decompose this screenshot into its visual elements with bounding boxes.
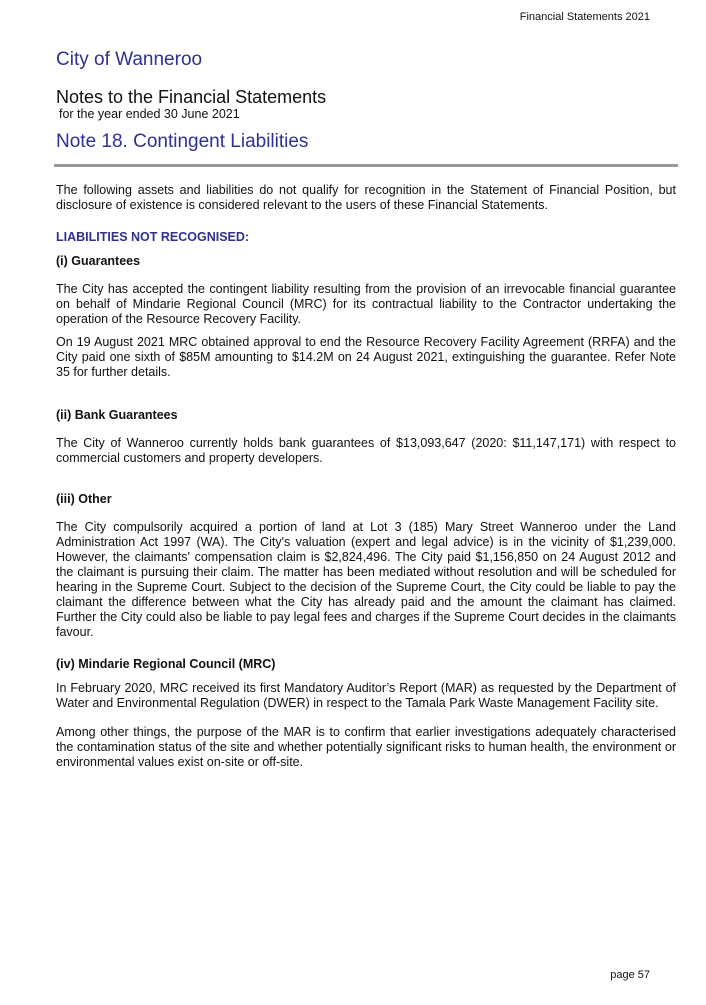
note-title: Note 18. Contingent Liabilities [56,131,309,152]
running-header: Financial Statements 2021 [519,11,650,23]
guarantees-paragraph-2: On 19 August 2021 MRC obtained approval to end the Resource Recovery Facility Agreement (RRFA) and the City paid one sixth of $85M amounting to $14.2M on 24 August 2021, extinguishing the guarantee. Refer Note 35 for further details. [56,335,676,379]
organisation-name: City of Wanneroo [56,49,203,70]
intro-paragraph: The following assets and liabilities do not qualify for recognition in the Statement of Financial Position, but disclosure of existence is considered relevant to the users of these Financial Statements. [56,183,676,212]
bank-guarantees-heading: (ii) Bank Guarantees [56,408,178,422]
document-title: Notes to the Financial Statements [56,87,327,107]
page-number: page 57 [610,969,650,981]
mrc-heading: (iv) Mindarie Regional Council (MRC) [56,657,276,671]
bank-guarantees-paragraph: The City of Wanneroo currently holds bank guarantees of $13,093,647 (2020: $11,147,171) with respect to commercial customers and property developers. [56,436,676,465]
reporting-period: for the year ended 30 June 2021 [59,107,240,121]
guarantees-heading: (i) Guarantees [56,254,141,268]
section-heading: LIABILITIES NOT RECOGNISED: [56,230,250,244]
other-paragraph: The City compulsorily acquired a portion of land at Lot 3 (185) Mary Street Wanneroo under the Land Administration Act 1997 (WA). The City's valuation (expert and legal advice) is in the vicinity of $1,239,000. However, the claimants' compensation claim is $2,824,496. The City paid $1,156,850 on 24 August 2012 and the claimant is pursuing their claim. The matter has been mediated without resolution and will be scheduled for hearing in the Supreme Court. Subject to the decision of the Supreme Court, the City could be liable to pay the claimant the difference between what the City has already paid and the amount the claimant has claimed. Further the City could also be liable to pay legal fees and charges if the Supreme Court decides in the claimants favour. [56,520,676,639]
guarantees-paragraph-1: The City has accepted the contingent liability resulting from the provision of an irrevocable financial guarantee on behalf of Mindarie Regional Council (MRC) for its contractual liability to the Contractor undertaking the operation of the Resource Recovery Facility. [56,282,676,326]
mrc-paragraph-2: Among other things, the purpose of the MAR is to confirm that earlier investigations adequately characterised the contamination status of the site and whether potentially significant risks to human health, the environment or environmental values exist on-site or off-site. [56,725,676,769]
note-body [56,183,676,770]
mrc-paragraph-1: In February 2020, MRC received its first Mandatory Auditor’s Report (MAR) as requested by the Department of Water and Environmental Regulation (DWER) in respect to the Tamala Park Waste Management Facility site. [56,681,676,710]
other-heading: (iii) Other [56,492,112,506]
header-divider [54,164,678,167]
